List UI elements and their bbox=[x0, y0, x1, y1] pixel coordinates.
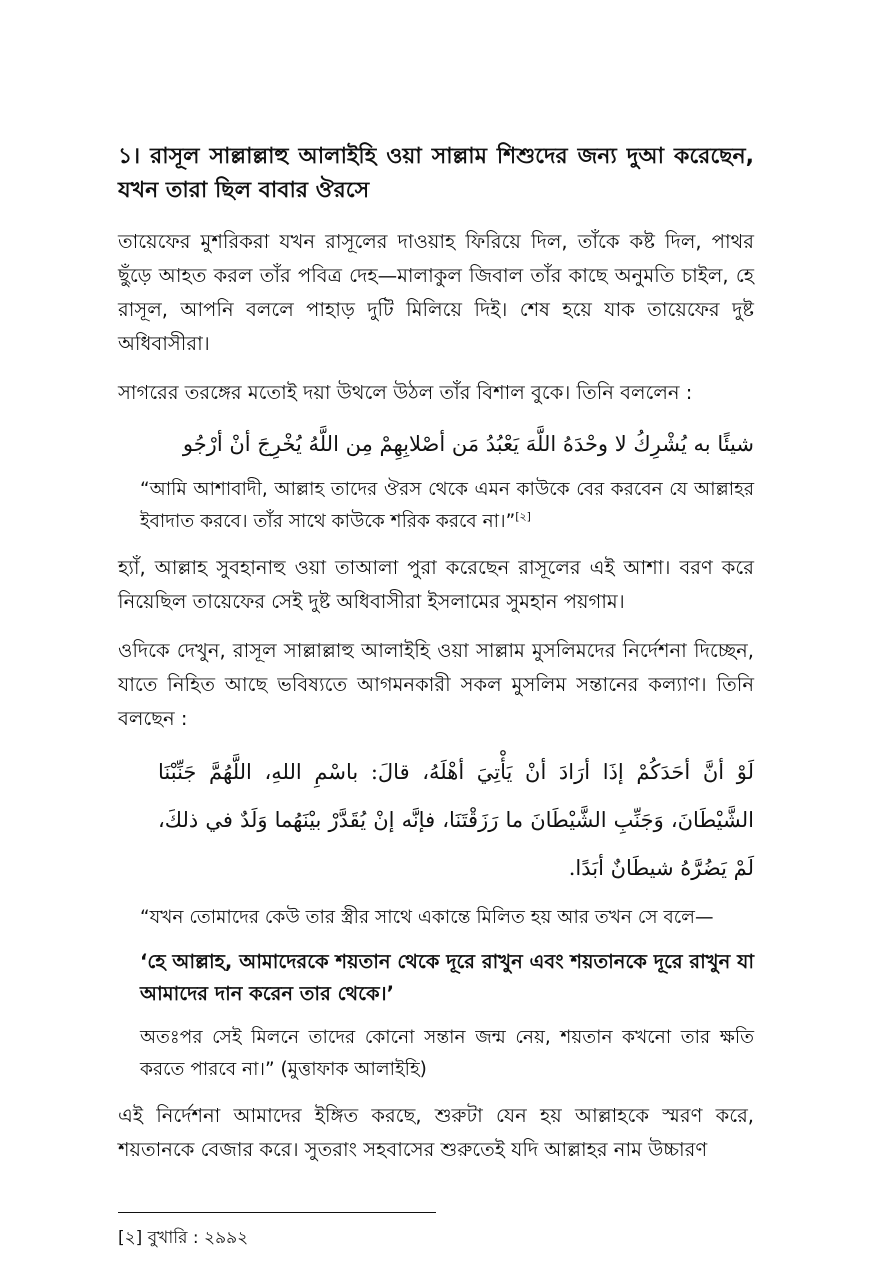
footnote-divider bbox=[118, 1212, 436, 1213]
translation-quote-1 bbox=[140, 474, 754, 538]
footnote-ref[interactable]: [২] bbox=[515, 509, 531, 523]
translation-hadith-dua: ‘হে আল্লাহ, আমাদেরকে শয়তান থেকে দূরে রাখুন এবং শয়তানকে দূরে রাখুন যা আমাদের দান করেন তার থেকে।’ bbox=[140, 950, 754, 1005]
arabic-hadith: لَوْ أنَّ أحَدَكُمْ إذَا أرَادَ أنْ يَأْتِيَ أهْلَهُ، قالَ: باسْمِ اللهِ، اللَّهُمَّ جَنِّبْنَا الشَّيْطَانَ، وَجَنِّبِ الشَّيْطَانَ ما رَزَقْتَنَا، فإنَّه إنْ يُقَدَّرْ بيْنَهُما وَلَدٌ في ذلكَ، لَمْ يَضُرَّهُ شيطَانٌ أبَدًا. bbox=[158, 760, 754, 880]
translation-hadith-intro: “যখন তোমাদের কেউ তার স্ত্রীর সাথে একান্তে মিলিত হয় আর তখন সে বলে— bbox=[140, 907, 714, 928]
translation-quote-1-text: “আমি আশাবাদী, আল্লাহ তাদের ঔরস থেকে এমন কাউকে বের করবেন যে আল্লাহর ইবাদাত করবে। তাঁর সাথে কাউকে শরিক করবে না।” bbox=[140, 479, 754, 532]
page-body bbox=[118, 140, 754, 1167]
arabic-quote-1: شيئًا به يُشْرِكُ لا وحْدَهُ اللَّهَ يَعْبُدُ مَن أصْلابِهِمْ مِن اللَّهُ يُخْرِجَ أنْ أرْجُو bbox=[182, 432, 754, 456]
paragraph-fulfilled: হ্যাঁ, আল্লাহ সুবহানাহু ওয়া তাআলা পুরা করেছেন রাসূলের এই আশা। বরণ করে নিয়েছিল তায়েফের সেই দুষ্ট অধিবাসীরা ইসলামের সুমহান পয়গাম। bbox=[118, 556, 754, 613]
paragraph-guidance: ওদিকে দেখুন, রাসূল সাল্লাল্লাহু আলাইহি ওয়া সাল্লাম মুসলিমদের নির্দেশনা দিচ্ছেন, যাতে নিহিত আছে ভবিষ্যতে আগমনকারী সকল মুসলিম সন্তানের কল্যাণ। তিনি বলছেন : bbox=[118, 639, 754, 730]
footnote: [২] বুখারি : ২৯৯২ bbox=[118, 1228, 249, 1248]
translation-hadith-outcome: অতঃপর সেই মিলনে তাদের কোনো সন্তান জন্ম নেয়, শয়তান কখনো তার ক্ষতি করতে পারবে না।” (মুত্তাফাক আলাইহি) bbox=[140, 1027, 754, 1080]
section-heading: ১। রাসূল সাল্লাল্লাহু আলাইহি ওয়া সাল্লাম শিশুদের জন্য দুআ করেছেন, যখন তারা ছিল বাবার ঔরসে bbox=[118, 144, 754, 203]
paragraph-taif: তায়েফের মুশরিকরা যখন রাসূলের দাওয়াহ ফিরিয়ে দিল, তাঁকে কষ্ট দিল, পাথর ছুঁড়ে আহত করল তাঁর পবিত্র দেহ—মালাকুল জিবাল তাঁর কাছে অনুমতি চাইল, হে রাসূল, আপনি বললে পাহাড় দুটি মিলিয়ে দিই। শেষ হয়ে যাক তায়েফের দুষ্ট অধিবাসীরা। bbox=[118, 230, 754, 355]
paragraph-mercy: সাগরের তরঙ্গের মতোই দয়া উথলে উঠল তাঁর বিশাল বুকে। তিনি বললেন : bbox=[118, 381, 693, 404]
paragraph-conclusion: এই নির্দেশনা আমাদের ইঙ্গিত করছে, শুরুটা যেন হয় আল্লাহকে স্মরণ করে, শয়তানকে বেজার করে। সুতরাং সহবাসের শুরুতেই যদি আল্লাহর নাম উচ্চারণ bbox=[118, 1104, 754, 1161]
